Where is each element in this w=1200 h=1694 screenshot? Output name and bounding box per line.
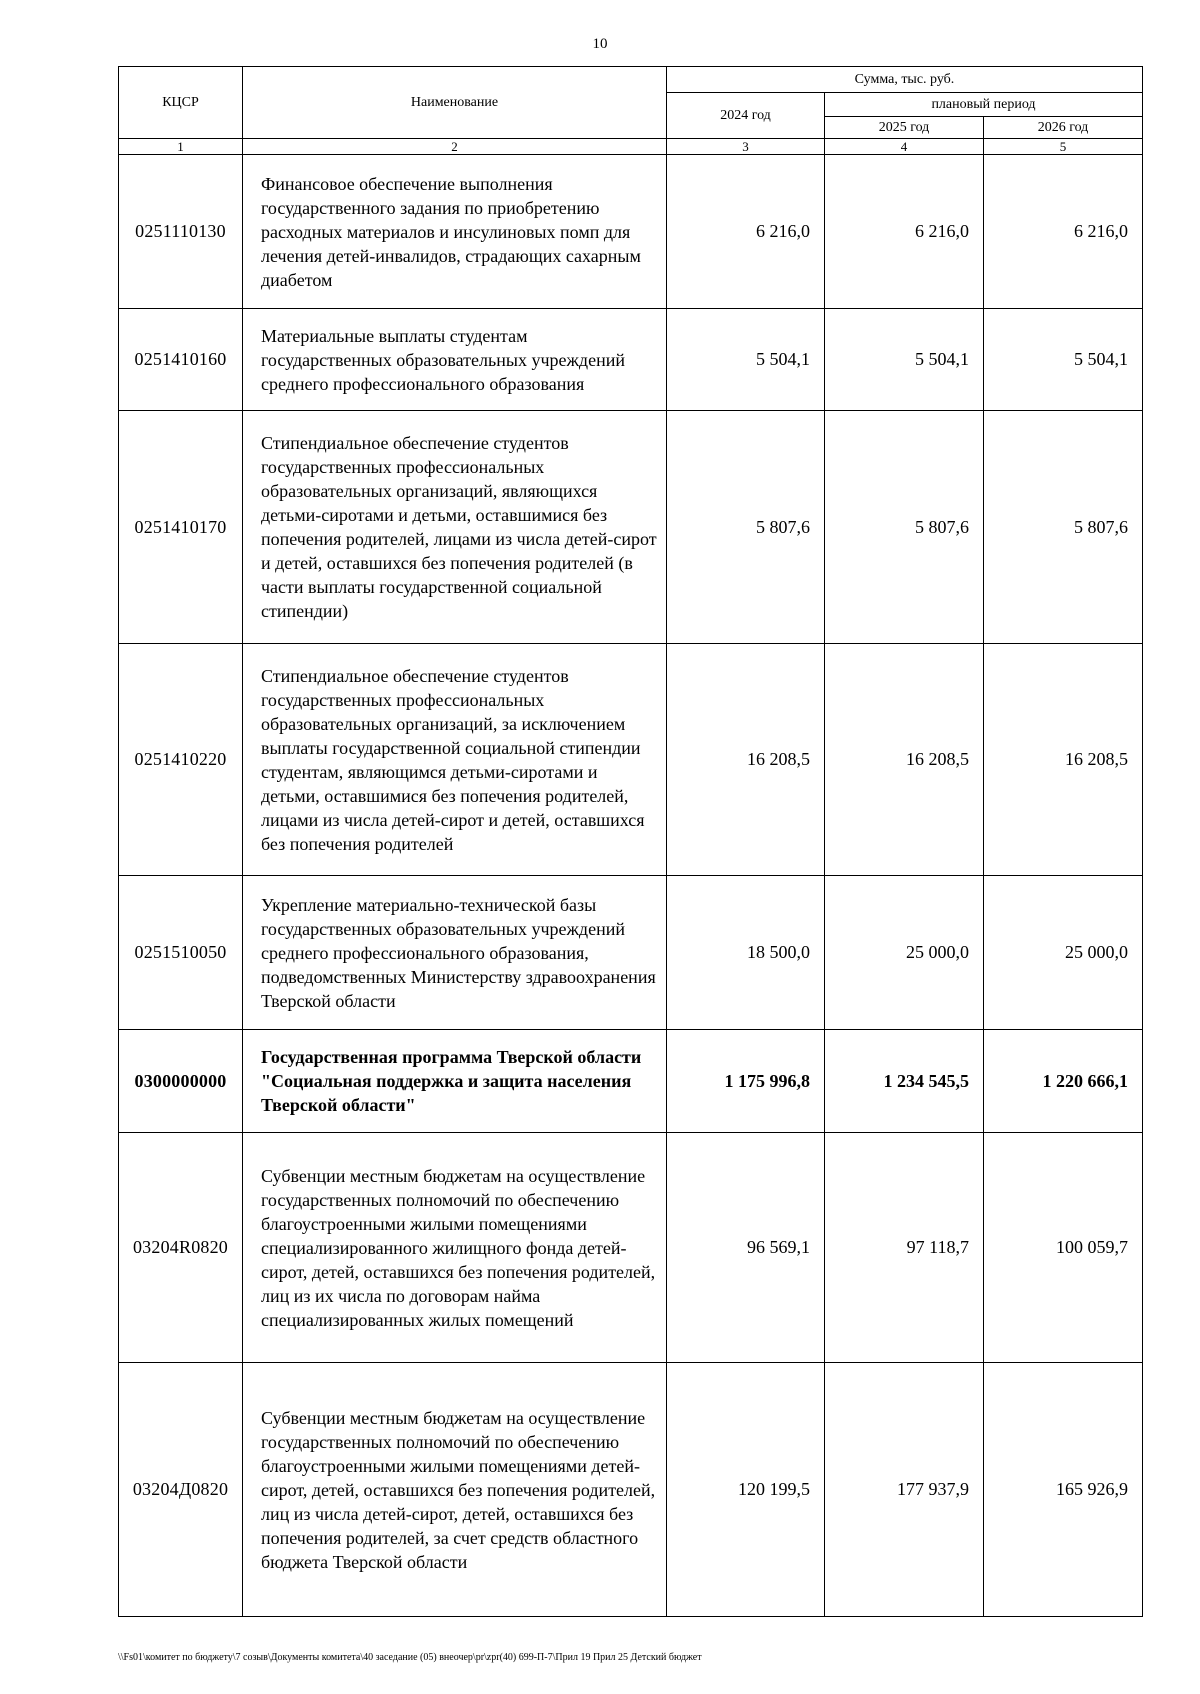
page-number: 10 [592,36,608,52]
amount-2025: 1 234 545,5 [825,1030,984,1133]
amount-2026: 5 807,6 [984,411,1143,644]
item-name: Субвенции местным бюджетам на осуществление государственных полномочий по обеспечению благоустроенными жилыми помещениями детей-сирот, детей, оставшихся без попечения родителей, лиц из числа детей-сирот, детей, оставшихся без попечения родителей, за счет средств областного бюджета Тверской области [243,1363,667,1617]
amount-2025: 25 000,0 [825,876,984,1030]
kcsr-code: 0251410160 [119,309,243,411]
header-2025: 2025 год [825,117,984,139]
amount-2026: 100 059,7 [984,1133,1143,1363]
item-name: Стипендиальное обеспечение студентов государственных профессиональных образовательных организаций, являющихся детьми-сиротами и детьми, оставшимися без попечения родителей, лицами из числа детей-сирот и детей, оставшихся без попечения родителей (в части выплаты государственной социальной стипендии) [243,411,667,644]
table-row [119,876,1143,1030]
amount-2025: 5 504,1 [825,309,984,411]
table-row [119,1363,1143,1617]
amount-2025: 6 216,0 [825,155,984,309]
item-name: Укрепление материально-технической базы государственных образовательных учреждений среднего профессионального образования, подведомственных Министерству здравоохранения Тверской области [243,876,667,1030]
budget-table [118,66,1143,1617]
header-sum: Сумма, тыс. руб. [667,67,1143,93]
amount-2026: 16 208,5 [984,644,1143,876]
amount-2026: 5 504,1 [984,309,1143,411]
amount-2025: 97 118,7 [825,1133,984,1363]
table-header [119,67,1143,155]
amount-2024: 96 569,1 [667,1133,825,1363]
column-number: 1 [119,139,243,155]
header-name: Наименование [243,67,667,139]
item-name: Государственная программа Тверской области "Социальная поддержка и защита населения Тверской области" [243,1030,667,1133]
amount-2024: 120 199,5 [667,1363,825,1617]
item-name: Стипендиальное обеспечение студентов государственных профессиональных образовательных организаций, за исключением выплаты государственной социальной стипендии студентам, являющимся детьми-сиротами и детьми, оставшимися без попечения родителей, лицами из числа детей-сирот и детей, оставшихся без попечения родителей [243,644,667,876]
amount-2026: 25 000,0 [984,876,1143,1030]
column-number: 4 [825,139,984,155]
column-number: 2 [243,139,667,155]
header-2024: 2024 год [667,93,825,139]
item-name: Финансовое обеспечение выполнения государственного задания по приобретению расходных материалов и инсулиновых помп для лечения детей-инвалидов, страдающих сахарным диабетом [243,155,667,309]
footer-file-path: \\Fs01\комитет по бюджету\7 созыв\Документы комитета\40 заседание (05) внеочер\pr\zpr(40) 699-П-7\Прил 19 Прил 25 Детский бюджет [118,1652,702,1663]
kcsr-code: 0300000000 [119,1030,243,1133]
column-number: 5 [984,139,1143,155]
header-planned-period: плановый период [825,93,1143,117]
table-row [119,411,1143,644]
amount-2024: 18 500,0 [667,876,825,1030]
header-2026: 2026 год [984,117,1143,139]
kcsr-code: 0251410170 [119,411,243,644]
column-numbers-row [119,139,1143,155]
amount-2025: 177 937,9 [825,1363,984,1617]
amount-2025: 16 208,5 [825,644,984,876]
amount-2026: 6 216,0 [984,155,1143,309]
table-row [119,309,1143,411]
kcsr-code: 0251410220 [119,644,243,876]
table-row [119,155,1143,309]
table-row [119,1133,1143,1363]
amount-2025: 5 807,6 [825,411,984,644]
kcsr-code: 03204Д0820 [119,1363,243,1617]
amount-2026: 165 926,9 [984,1363,1143,1617]
table-body [119,155,1143,1617]
amount-2024: 5 807,6 [667,411,825,644]
table-row [119,644,1143,876]
amount-2024: 5 504,1 [667,309,825,411]
item-name: Субвенции местным бюджетам на осуществление государственных полномочий по обеспечению благоустроенными жилыми помещениями специализированного жилищного фонда детей-сирот, детей, оставшихся без попечения родителей, лиц из их числа по договорам найма специализированных жилых помещений [243,1133,667,1363]
kcsr-code: 0251110130 [119,155,243,309]
amount-2024: 1 175 996,8 [667,1030,825,1133]
amount-2024: 16 208,5 [667,644,825,876]
table-row-program [119,1030,1143,1133]
header-kcsr: КЦСР [119,67,243,139]
kcsr-code: 0251510050 [119,876,243,1030]
item-name: Материальные выплаты студентам государственных образовательных учреждений среднего профессионального образования [243,309,667,411]
column-number: 3 [667,139,825,155]
amount-2024: 6 216,0 [667,155,825,309]
kcsr-code: 03204R0820 [119,1133,243,1363]
amount-2026: 1 220 666,1 [984,1030,1143,1133]
